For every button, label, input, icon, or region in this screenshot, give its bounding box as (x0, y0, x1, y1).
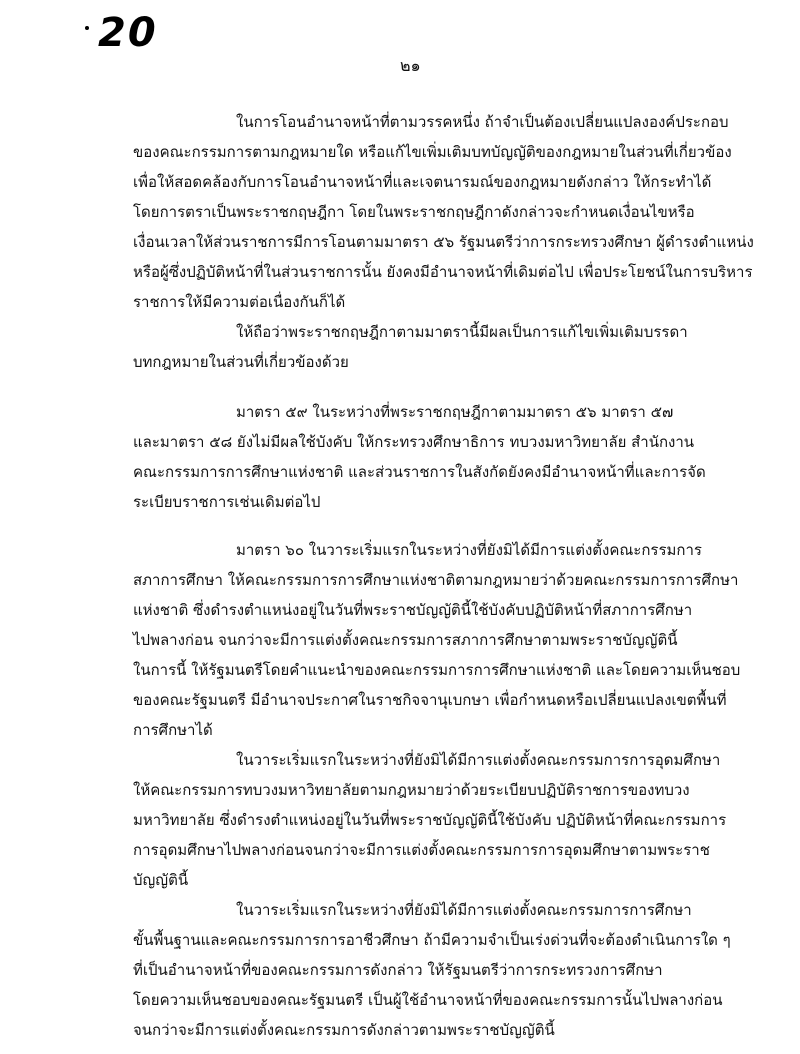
text-line: มหาวิทยาลัย ซึ่งดำรงตำแหน่งอยู่ในวันที่พระราชบัญญัตินี้ใช้บังคับ ปฏิบัติหน้าที่คณะกรรมการ (133, 811, 727, 829)
text-line: มาตรา ๕๙ ในระหว่างที่พระราชกฤษฎีกาตามมาตรา ๕๖ มาตรา ๕๗ (236, 403, 674, 421)
text-line: บทกฎหมายในส่วนที่เกี่ยวข้องด้วย (133, 353, 349, 371)
text-line: ไปพลางก่อน จนกว่าจะมีการแต่งตั้งคณะกรรมการสภาการศึกษาตามพระราชบัญญัตินี้ (133, 631, 678, 649)
text-line: ราชการให้มีความต่อเนื่องกันก็ได้ (133, 293, 346, 311)
text-line: ในการโอนอำนาจหน้าที่ตามวรรคหนึ่ง ถ้าจำเป็นต้องเปลี่ยนแปลงองค์ประกอบ (236, 113, 729, 131)
text-line: ในการนี้ ให้รัฐมนตรีโดยคำแนะนำของคณะกรรมการการศึกษาแห่งชาติ และโดยความเห็นชอบ (133, 661, 741, 679)
text-line: โดยความเห็นชอบของคณะรัฐมนตรี เป็นผู้ใช้อำนาจหน้าที่ของคณะกรรมการนั้นไปพลางก่อน (133, 991, 723, 1009)
text-line: หรือผู้ซึ่งปฏิบัติหน้าที่ในส่วนราชการนั้น ยังคงมีอำนาจหน้าที่เดิมต่อไป เพื่อประโยชน์ในการบริหาร (133, 263, 753, 281)
text-line: โดยการตราเป็นพระราชกฤษฎีกา โดยในพระราชกฤษฎีกาดังกล่าวจะกำหนดเงื่อนไขหรือ (133, 203, 695, 221)
text-line: ขั้นพื้นฐานและคณะกรรมการการอาชีวศึกษา ถ้ามีความจำเป็นเร่งด่วนที่จะต้องดำเนินการใด ๆ (133, 931, 731, 949)
page-number: ๒๑ (400, 56, 421, 75)
text-line: ของคณะกรรมการตามกฎหมายใด หรือแก้ไขเพิ่มเติมบทบัญญัติของกฎหมายในส่วนที่เกี่ยวข้อง (133, 143, 732, 161)
text-line: การศึกษาได้ (133, 721, 213, 739)
text-line: แห่งชาติ ซึ่งดำรงตำแหน่งอยู่ในวันที่พระราชบัญญัตินี้ใช้บังคับปฏิบัติหน้าที่สภาการศึกษา (133, 601, 693, 619)
text-line: ในวาระเริ่มแรกในระหว่างที่ยังมิได้มีการแต่งตั้งคณะกรรมการการอุดมศึกษา (236, 751, 721, 769)
text-line: ของคณะรัฐมนตรี มีอำนาจประกาศในราชกิจจานุเบกษา เพื่อกำหนดหรือเปลี่ยนแปลงเขตพื้นที่ (133, 691, 727, 709)
text-line: การอุดมศึกษาไปพลางก่อนจนกว่าจะมีการแต่งตั้งคณะกรรมการการอุดมศึกษาตามพระราช (133, 841, 710, 859)
ink-dot (85, 26, 89, 30)
text-line: เพื่อให้สอดคล้องกับการโอนอำนาจหน้าที่และเจตนารมณ์ของกฎหมายดังกล่าว ให้กระทำได้ (133, 173, 712, 191)
text-line: ระเบียบราชการเช่นเดิมต่อไป (133, 493, 321, 511)
text-line: ที่เป็นอำนาจหน้าที่ของคณะกรรมการดังกล่าว ให้รัฐมนตรีว่าการกระทรวงการศึกษา (133, 961, 663, 979)
text-line: สภาการศึกษา ให้คณะกรรมการการศึกษาแห่งชาติตามกฎหมายว่าด้วยคณะกรรมการการศึกษา (133, 571, 739, 589)
text-line: ในวาระเริ่มแรกในระหว่างที่ยังมิได้มีการแต่งตั้งคณะกรรมการการศึกษา (236, 901, 692, 919)
text-line: ให้ถือว่าพระราชกฤษฎีกาตามมาตรานี้มีผลเป็นการแก้ไขเพิ่มเติมบรรดา (236, 323, 688, 341)
text-line: ให้คณะกรรมการทบวงมหาวิทยาลัยตามกฎหมายว่าด้วยระเบียบปฏิบัติราชการของทบวง (133, 781, 690, 799)
text-line: และมาตรา ๕๘ ยังไม่มีผลใช้บังคับ ให้กระทรวงศึกษาธิการ ทบวงมหาวิทยาลัย สำนักงาน (133, 433, 695, 451)
text-line: คณะกรรมการการศึกษาแห่งชาติ และส่วนราชการในสังกัดยังคงมีอำนาจหน้าที่และการจัด (133, 463, 706, 481)
handwritten-page-number: 20 (98, 10, 158, 56)
text-line: บัญญัตินี้ (133, 871, 189, 889)
text-line: มาตรา ๖๐ ในวาระเริ่มแรกในระหว่างที่ยังมิได้มีการแต่งตั้งคณะกรรมการ (236, 541, 702, 559)
text-line: จนกว่าจะมีการแต่งตั้งคณะกรรมการดังกล่าวตามพระราชบัญญัตินี้ (133, 1021, 555, 1039)
text-line: เงื่อนเวลาให้ส่วนราชการมีการโอนตามมาตรา ๕๖ รัฐมนตรีว่าการกระทรวงศึกษา ผู้ดำรงตำแหน่ง (133, 233, 754, 251)
